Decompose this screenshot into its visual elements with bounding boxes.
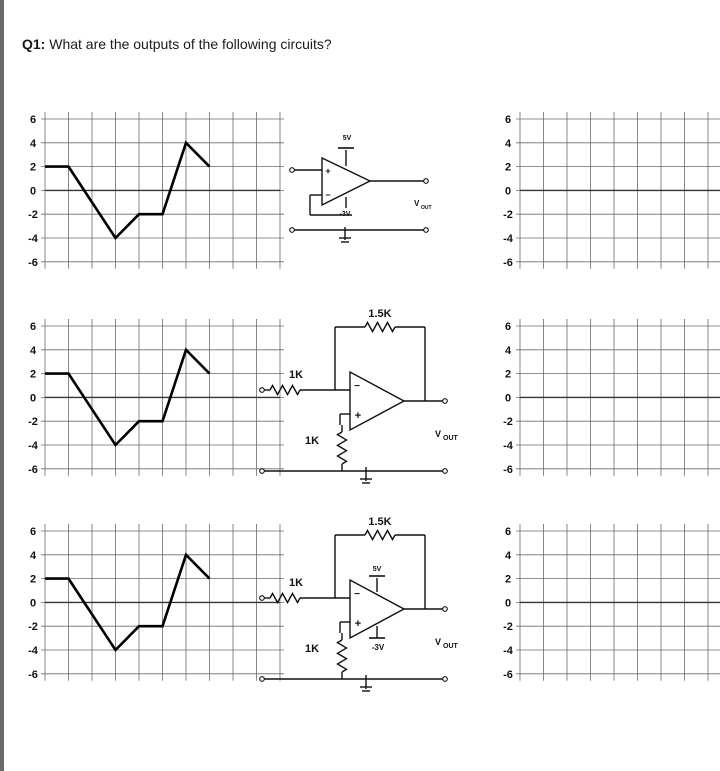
axis-tick-label: -6	[28, 668, 38, 681]
plus-terminal-sign: +	[354, 618, 362, 630]
axis-tick-label: 0	[504, 597, 512, 610]
axis-tick-label: -4	[28, 645, 38, 657]
feedback-resistor-label: 1.5K	[368, 308, 392, 320]
output-node	[424, 179, 429, 184]
ground-resistor-label: 1K	[304, 643, 320, 655]
axis-tick-label: 4	[29, 344, 37, 357]
axis-tick-label: -6	[28, 256, 38, 269]
axis-tick-label: 4	[504, 137, 512, 150]
axis-tick-label: -4	[503, 645, 513, 657]
feedback-resistor-label: 1.5K	[368, 516, 392, 528]
circuit-comparator	[290, 135, 432, 242]
axis-tick-label: -2	[503, 209, 513, 222]
axis-tick-label: 0	[29, 392, 37, 405]
axis-tick-label: -6	[28, 463, 38, 476]
ground-node-right	[443, 469, 448, 474]
axis-tick-label: 0	[29, 185, 37, 198]
vout-subscript: OUT	[443, 435, 458, 442]
input-node	[290, 168, 295, 173]
axis-tick-label: 4	[29, 549, 37, 562]
ground-node-left	[260, 677, 265, 682]
ground-node-left	[290, 228, 295, 233]
input-resistor-zigzag	[270, 594, 300, 603]
minus-terminal-sign: −	[325, 190, 331, 200]
axis-tick-label: -6	[503, 668, 513, 681]
ground-resistor-zigzag	[338, 432, 347, 464]
axis-tick-label: 2	[504, 573, 512, 586]
question-body: What are the outputs of the following circuits?	[49, 36, 332, 52]
axis-tick-label: -6	[503, 256, 513, 269]
input-node	[260, 388, 265, 393]
minus-terminal-sign: −	[354, 381, 360, 392]
vout-subscript: OUT	[421, 205, 432, 211]
output-node	[443, 607, 448, 612]
axis-tick-label: -4	[503, 440, 513, 452]
axis-tick-label: -2	[503, 621, 513, 634]
axis-tick-label: -4	[28, 440, 38, 452]
vout-label: V	[435, 637, 442, 647]
axis-tick-label: 0	[504, 392, 512, 405]
output-graph-0	[503, 112, 720, 269]
axis-tick-label: 2	[29, 368, 37, 381]
axis-tick-label: 6	[29, 321, 37, 333]
supply-negative-label: -3V	[339, 211, 351, 218]
axis-tick-label: 4	[29, 137, 37, 150]
axis-tick-label: 6	[504, 114, 512, 126]
axis-tick-label: 6	[504, 526, 512, 538]
ground-resistor-label: 1K	[304, 435, 320, 447]
ground-node-left	[260, 469, 265, 474]
axis-tick-label: -4	[503, 233, 513, 245]
supply-positive-label: 5V	[372, 566, 382, 573]
axis-tick-label: 2	[504, 161, 512, 174]
input-node	[260, 596, 265, 601]
question-number: Q1:	[22, 36, 46, 52]
ground-node-right	[424, 228, 429, 233]
ground-resistor-zigzag	[338, 640, 347, 672]
axis-tick-label: -2	[503, 416, 513, 429]
axis-tick-label: 6	[504, 321, 512, 333]
axis-tick-label: 6	[29, 114, 37, 126]
circuit-non-inverting-amplifier-with-supplies	[260, 516, 459, 691]
input-graph-1	[28, 319, 284, 476]
minus-terminal-sign: −	[354, 589, 360, 600]
circuit-non-inverting-amplifier	[260, 308, 459, 483]
supply-positive-label: 5V	[342, 135, 352, 142]
axis-tick-label: 6	[29, 526, 37, 538]
output-node	[443, 399, 448, 404]
axis-tick-label: 4	[504, 344, 512, 357]
axis-tick-label: 0	[29, 597, 37, 610]
axis-tick-label: 4	[504, 549, 512, 562]
axis-tick-label: -2	[28, 621, 38, 634]
input-resistor-label: 1K	[288, 577, 304, 589]
axis-tick-label: -2	[28, 416, 38, 429]
axis-tick-label: 2	[29, 573, 37, 586]
plus-terminal-sign: +	[325, 166, 331, 176]
axis-tick-label: 0	[504, 185, 512, 198]
feedback-resistor-zigzag	[365, 531, 395, 540]
ground-node-right	[443, 677, 448, 682]
input-resistor-zigzag	[270, 386, 300, 395]
axis-tick-label: -2	[28, 209, 38, 222]
input-graph-2	[28, 524, 284, 681]
axis-tick-label: -4	[28, 233, 38, 245]
vout-label: V	[435, 429, 442, 439]
vout-subscript: OUT	[443, 643, 458, 650]
plus-terminal-sign: +	[354, 410, 362, 422]
axis-tick-label: 2	[504, 368, 512, 381]
supply-negative-label: -3V	[371, 643, 385, 652]
input-graph-0	[28, 112, 284, 269]
axis-tick-label: -6	[503, 463, 513, 476]
vout-label: V	[414, 199, 420, 208]
input-resistor-label: 1K	[288, 369, 304, 381]
axis-tick-label: 2	[29, 161, 37, 174]
output-graph-1	[503, 319, 720, 476]
output-graph-2	[503, 524, 720, 681]
feedback-resistor-zigzag	[365, 323, 395, 332]
